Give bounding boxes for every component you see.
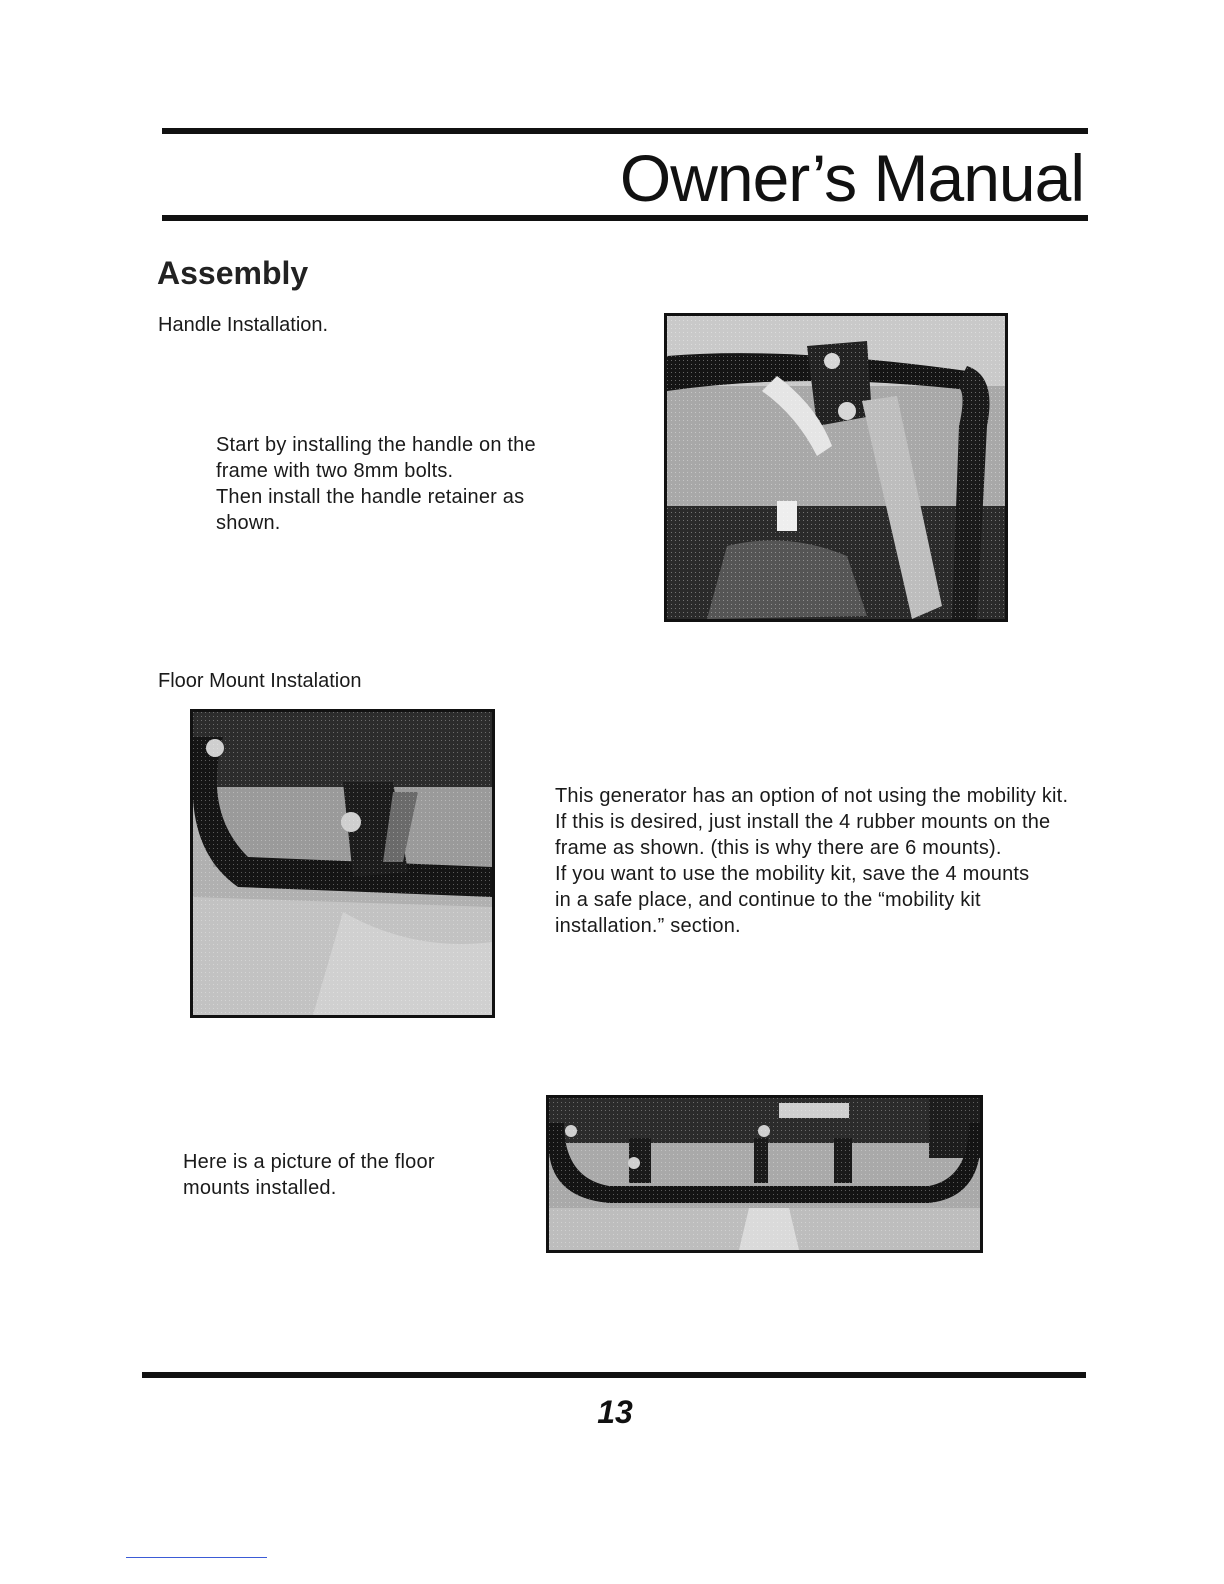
floor-mount-label: Floor Mount Instalation <box>158 670 362 692</box>
header-top-rule <box>162 128 1088 134</box>
text-line: frame with two 8mm bolts. <box>216 460 454 482</box>
handle-installation-text <box>216 432 536 536</box>
mounts-installed-text <box>183 1149 435 1201</box>
floor-mount-photo <box>190 709 495 1018</box>
text-line: Then install the handle retainer as <box>216 486 525 508</box>
text-line: installation.” section. <box>555 915 741 937</box>
text-line: Start by installing the handle on the <box>216 434 536 456</box>
text-line: frame as shown. (this is why there are 6 mounts). <box>555 837 1002 859</box>
text-line: This generator has an option of not using the mobility kit. <box>555 785 1069 807</box>
floor-mount-text <box>555 783 1068 939</box>
text-line: If you want to use the mobility kit, save the 4 mounts <box>555 863 1030 885</box>
handle-photo-graphic <box>667 316 1005 619</box>
page-number: 13 <box>597 1394 633 1430</box>
text-line: If this is desired, just install the 4 rubber mounts on the <box>555 811 1051 833</box>
text-line: shown. <box>216 512 281 534</box>
footer-link-underline <box>126 1557 267 1558</box>
page-title: Owner’s Manual <box>619 141 1084 215</box>
text-line: in a safe place, and continue to the “mobility kit <box>555 889 981 911</box>
footer-rule <box>142 1372 1086 1378</box>
section-heading: Assembly <box>157 255 309 291</box>
text-line: mounts installed. <box>183 1177 337 1199</box>
text-line: Here is a picture of the floor <box>183 1151 435 1173</box>
header-bottom-rule <box>162 215 1088 221</box>
mounts-installed-photo <box>546 1095 983 1253</box>
handle-installation-photo <box>664 313 1008 622</box>
handle-installation-label: Handle Installation. <box>158 314 329 336</box>
installed-photo-graphic <box>549 1098 980 1250</box>
floor-photo-graphic <box>193 712 492 1015</box>
